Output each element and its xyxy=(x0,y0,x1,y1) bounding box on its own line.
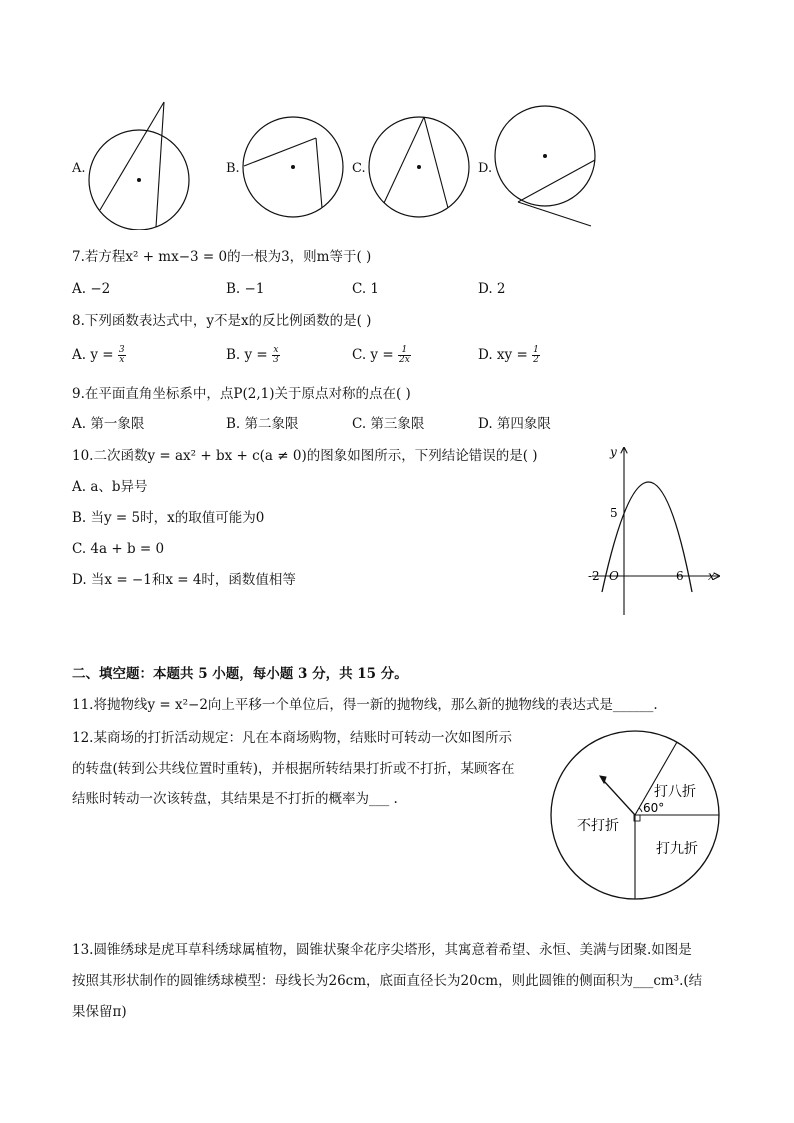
q8-c-den: 2x xyxy=(398,355,410,365)
q12-line2: 的转盘(转到公共线位置时重转)，并根据所转结果打折或不打折，某顾客在 xyxy=(72,761,515,777)
sector-label-90: 打九折 xyxy=(656,841,698,857)
origin-label: O xyxy=(609,569,619,583)
q9-option-d[interactable]: D. 第四象限 xyxy=(478,416,551,432)
q8-b-num: x xyxy=(273,345,279,355)
q10-option-a[interactable]: A. a、b异号 xyxy=(72,479,148,495)
q8-a-num: 3 xyxy=(118,345,125,355)
q6-option-a-label[interactable]: A. xyxy=(72,161,86,176)
sector-label-none: 不打折 xyxy=(577,818,619,834)
q8-d-fraction xyxy=(532,346,540,365)
tick-y-5: 5 xyxy=(610,506,618,520)
q6-option-c-label[interactable]: C. xyxy=(352,161,366,176)
q12-line1: 12.某商场的打折活动规定：凡在本商场购物，结账时可转动一次如图所示 xyxy=(72,730,512,746)
q6-figure-c xyxy=(366,110,476,220)
chord-a2 xyxy=(156,102,164,227)
q13-line2: 按照其形状制作的圆锥绣球模型：母线长为26cm，底面直径长为20cm，则此圆锥的侧面积为___cm³.(结 xyxy=(72,973,703,989)
center-dot-d xyxy=(543,154,547,158)
q7-option-a[interactable]: A. −2 xyxy=(72,281,111,297)
q9-option-c[interactable]: C. 第三象限 xyxy=(352,416,425,432)
q12-spinner xyxy=(548,728,723,903)
q13-line1: 13.圆锥绣球是虎耳草科绣球属植物，圆锥状聚伞花序尖塔形，其寓意着希望、永恒、美满与团聚.如图是 xyxy=(72,942,692,958)
q8-a-den: x xyxy=(119,355,125,365)
q6-figure-b xyxy=(238,110,348,220)
q8-a-fraction xyxy=(118,346,126,365)
q8-b-label: B. y = xyxy=(226,347,268,363)
q8-c-label: C. y = xyxy=(352,347,394,363)
angle-arc xyxy=(639,808,642,812)
chord-d xyxy=(518,160,595,202)
chord-b2 xyxy=(316,138,322,208)
q8-b-fraction xyxy=(272,346,280,365)
chord-c1 xyxy=(384,117,424,203)
q8-d-den: 2 xyxy=(533,355,539,365)
q7-option-d[interactable]: D. 2 xyxy=(478,281,506,297)
q8-option-c[interactable] xyxy=(352,346,411,365)
q8-option-a[interactable] xyxy=(72,346,126,365)
chord-b1 xyxy=(244,138,316,166)
q9-option-a[interactable]: A. 第一象限 xyxy=(72,416,145,432)
q8-d-num: 1 xyxy=(533,345,539,355)
angle-label: 60° xyxy=(643,801,665,815)
q6-figure-a xyxy=(86,100,196,230)
q8-option-d[interactable] xyxy=(478,346,540,365)
q6-option-b-label[interactable]: B. xyxy=(226,161,240,176)
q6-option-d-label[interactable]: D. xyxy=(478,161,493,176)
center-dot-a xyxy=(137,178,141,182)
tick-x-6: 6 xyxy=(676,569,684,583)
q8-d-label: D. xy = xyxy=(478,347,528,363)
chord-c2 xyxy=(424,117,448,208)
q9-option-b[interactable]: B. 第二象限 xyxy=(226,416,299,432)
q7-option-b[interactable]: B. −1 xyxy=(226,281,265,297)
q10-option-d[interactable]: D. 当x = −1和x = 4时，函数值相等 xyxy=(72,572,296,588)
q7-option-c[interactable]: C. 1 xyxy=(352,281,380,297)
q7-stem: 7.若方程x² + mx−3 = 0的一根为3，则m等于( ) xyxy=(72,249,372,265)
center-dot-c xyxy=(417,165,421,169)
q8-c-fraction xyxy=(398,346,411,365)
spinner-pointer[interactable] xyxy=(603,780,635,815)
q10-stem: 10.二次函数y = ax² + bx + c(a ≠ 0)的图象如图所示，下列结论错误的是( ) xyxy=(72,448,538,464)
q8-b-den: 3 xyxy=(273,355,279,365)
center-dot-b xyxy=(291,165,295,169)
q8-stem: 8.下列函数表达式中，y不是x的反比例函数的是( ) xyxy=(72,313,372,329)
tick-x-neg2: -2 xyxy=(588,569,600,583)
x-axis-label: x xyxy=(708,569,715,583)
q9-stem: 9.在平面直角坐标系中，点P(2,1)关于原点对称的点在( ) xyxy=(72,386,411,402)
q10-option-c[interactable]: C. 4a + b = 0 xyxy=(72,541,165,557)
q8-option-b[interactable] xyxy=(226,346,280,365)
q13-line3: 果保留π) xyxy=(72,1004,127,1020)
q11-stem: 11.将抛物线y = x²−2向上平移一个单位后，得一新的抛物线，那么新的抛物线的表达式是______. xyxy=(72,697,658,713)
y-axis-label: y xyxy=(610,445,617,459)
q10-option-b[interactable]: B. 当y = 5时，x的取值可能为0 xyxy=(72,510,265,526)
chord-a1 xyxy=(100,102,164,210)
q10-parabola-graph xyxy=(584,440,729,620)
sector-label-80: 打八折 xyxy=(654,784,696,800)
section2-heading: 二、填空题：本题共 5 小题，每小题 3 分，共 15 分。 xyxy=(72,666,408,682)
q6-figure-d xyxy=(492,102,602,230)
q12-line3: 结账时转动一次该转盘，其结果是不打折的概率为___ . xyxy=(72,791,398,807)
q8-a-label: A. y = xyxy=(72,347,114,363)
q8-c-num: 1 xyxy=(398,346,411,356)
